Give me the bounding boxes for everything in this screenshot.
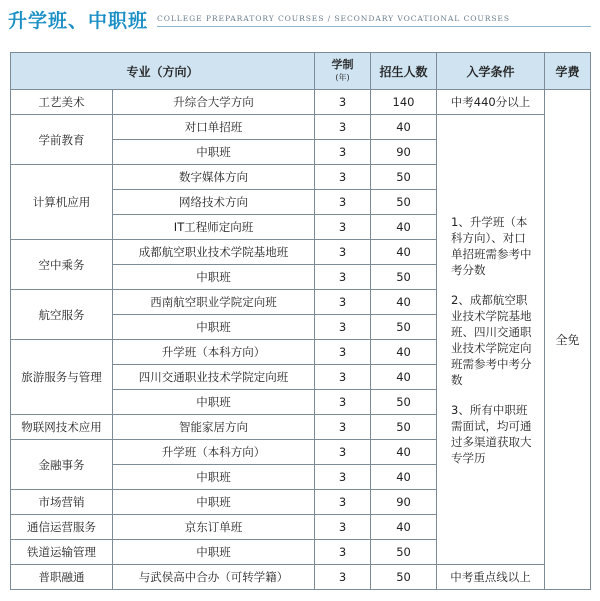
years-cell: 3 [315, 215, 371, 240]
direction-cell: 数字媒体方向 [113, 165, 315, 190]
enroll-count-cell: 50 [371, 265, 437, 290]
enroll-count-cell: 50 [371, 540, 437, 565]
major-name-cell: 金融事务 [11, 440, 113, 490]
header-years-unit: (年) [335, 73, 350, 82]
direction-cell: 四川交通职业技术学院定向班 [113, 365, 315, 390]
direction-cell: 中职班 [113, 540, 315, 565]
enroll-count-cell: 90 [371, 140, 437, 165]
page-subtitle: COLLEGE PREPARATORY COURSES / SECONDARY VOCATIONAL COURSES [157, 14, 510, 23]
enroll-count-cell: 90 [371, 490, 437, 515]
years-cell: 3 [315, 415, 371, 440]
years-cell: 3 [315, 90, 371, 115]
direction-cell: IT工程师定向班 [113, 215, 315, 240]
major-name-cell: 空中乘务 [11, 240, 113, 290]
years-cell: 3 [315, 465, 371, 490]
years-cell: 3 [315, 490, 371, 515]
table-row [11, 565, 591, 590]
years-cell: 3 [315, 515, 371, 540]
enroll-count-cell: 50 [371, 190, 437, 215]
condition-notes-cell [437, 115, 545, 565]
enroll-count-cell: 50 [371, 165, 437, 190]
years-cell: 3 [315, 165, 371, 190]
condition-note: 1、升学班（本科方向）、对口单招班需参考中考分数 [451, 214, 532, 277]
condition-note: 3、所有中职班需面试，均可通过多渠道获取大专学历 [451, 402, 532, 465]
enroll-count-cell: 40 [371, 465, 437, 490]
direction-cell: 西南航空职业学院定向班 [113, 290, 315, 315]
years-cell: 3 [315, 265, 371, 290]
header-major: 专业（方向） [11, 53, 315, 90]
header-years [315, 53, 371, 90]
direction-cell: 中职班 [113, 465, 315, 490]
table-body [11, 90, 591, 590]
header-enroll: 招生人数 [371, 53, 437, 90]
page-title: 升学班、中职班 [8, 10, 149, 32]
years-cell: 3 [315, 540, 371, 565]
direction-cell: 中职班 [113, 490, 315, 515]
years-cell: 3 [315, 390, 371, 415]
table-header-row [11, 53, 591, 90]
enroll-count-cell: 50 [371, 565, 437, 590]
fee-cell: 全免 [545, 90, 591, 590]
header-fee: 学费 [545, 53, 591, 90]
direction-cell: 与武侯高中合办（可转学籍） [113, 565, 315, 590]
header-condition: 入学条件 [437, 53, 545, 90]
years-cell: 3 [315, 440, 371, 465]
direction-cell: 升学班（本科方向） [113, 440, 315, 465]
direction-cell: 升学班（本科方向） [113, 340, 315, 365]
direction-cell: 网络技术方向 [113, 190, 315, 215]
major-name-cell: 工艺美术 [11, 90, 113, 115]
direction-cell: 对口单招班 [113, 115, 315, 140]
table-row [11, 90, 591, 115]
years-cell: 3 [315, 115, 371, 140]
enroll-count-cell: 40 [371, 290, 437, 315]
enroll-count-cell: 50 [371, 390, 437, 415]
enroll-count-cell: 140 [371, 90, 437, 115]
enroll-count-cell: 50 [371, 315, 437, 340]
enroll-count-cell: 40 [371, 340, 437, 365]
major-name-cell: 学前教育 [11, 115, 113, 165]
years-cell: 3 [315, 240, 371, 265]
enroll-count-cell: 40 [371, 240, 437, 265]
page-header [0, 0, 600, 44]
condition-cell: 中考重点线以上 [437, 565, 545, 590]
enroll-count-cell: 50 [371, 415, 437, 440]
major-name-cell: 计算机应用 [11, 165, 113, 240]
years-cell: 3 [315, 290, 371, 315]
years-cell: 3 [315, 340, 371, 365]
direction-cell: 中职班 [113, 315, 315, 340]
enroll-count-cell: 40 [371, 115, 437, 140]
enrollment-table [10, 52, 591, 590]
enroll-count-cell: 40 [371, 440, 437, 465]
major-name-cell: 市场营销 [11, 490, 113, 515]
direction-cell: 京东订单班 [113, 515, 315, 540]
years-cell: 3 [315, 565, 371, 590]
major-name-cell: 物联网技术应用 [11, 415, 113, 440]
years-cell: 3 [315, 315, 371, 340]
major-name-cell: 普职融通 [11, 565, 113, 590]
direction-cell: 升综合大学方向 [113, 90, 315, 115]
years-cell: 3 [315, 190, 371, 215]
major-name-cell: 铁道运输管理 [11, 540, 113, 565]
direction-cell: 成都航空职业技术学院基地班 [113, 240, 315, 265]
header-years-label: 学制 [331, 58, 354, 71]
condition-note: 2、成都航空职业技术学院基地班、四川交通职业技术学院定向班需参考中考分数 [451, 292, 532, 387]
enroll-count-cell: 40 [371, 365, 437, 390]
major-name-cell: 旅游服务与管理 [11, 340, 113, 415]
direction-cell: 智能家居方向 [113, 415, 315, 440]
enroll-count-cell: 40 [371, 215, 437, 240]
years-cell: 3 [315, 140, 371, 165]
years-cell: 3 [315, 365, 371, 390]
header-rule [157, 26, 591, 27]
direction-cell: 中职班 [113, 265, 315, 290]
enroll-count-cell: 40 [371, 515, 437, 540]
table-row [11, 115, 591, 140]
major-name-cell: 通信运营服务 [11, 515, 113, 540]
condition-cell: 中考440分以上 [437, 90, 545, 115]
direction-cell: 中职班 [113, 390, 315, 415]
direction-cell: 中职班 [113, 140, 315, 165]
major-name-cell: 航空服务 [11, 290, 113, 340]
